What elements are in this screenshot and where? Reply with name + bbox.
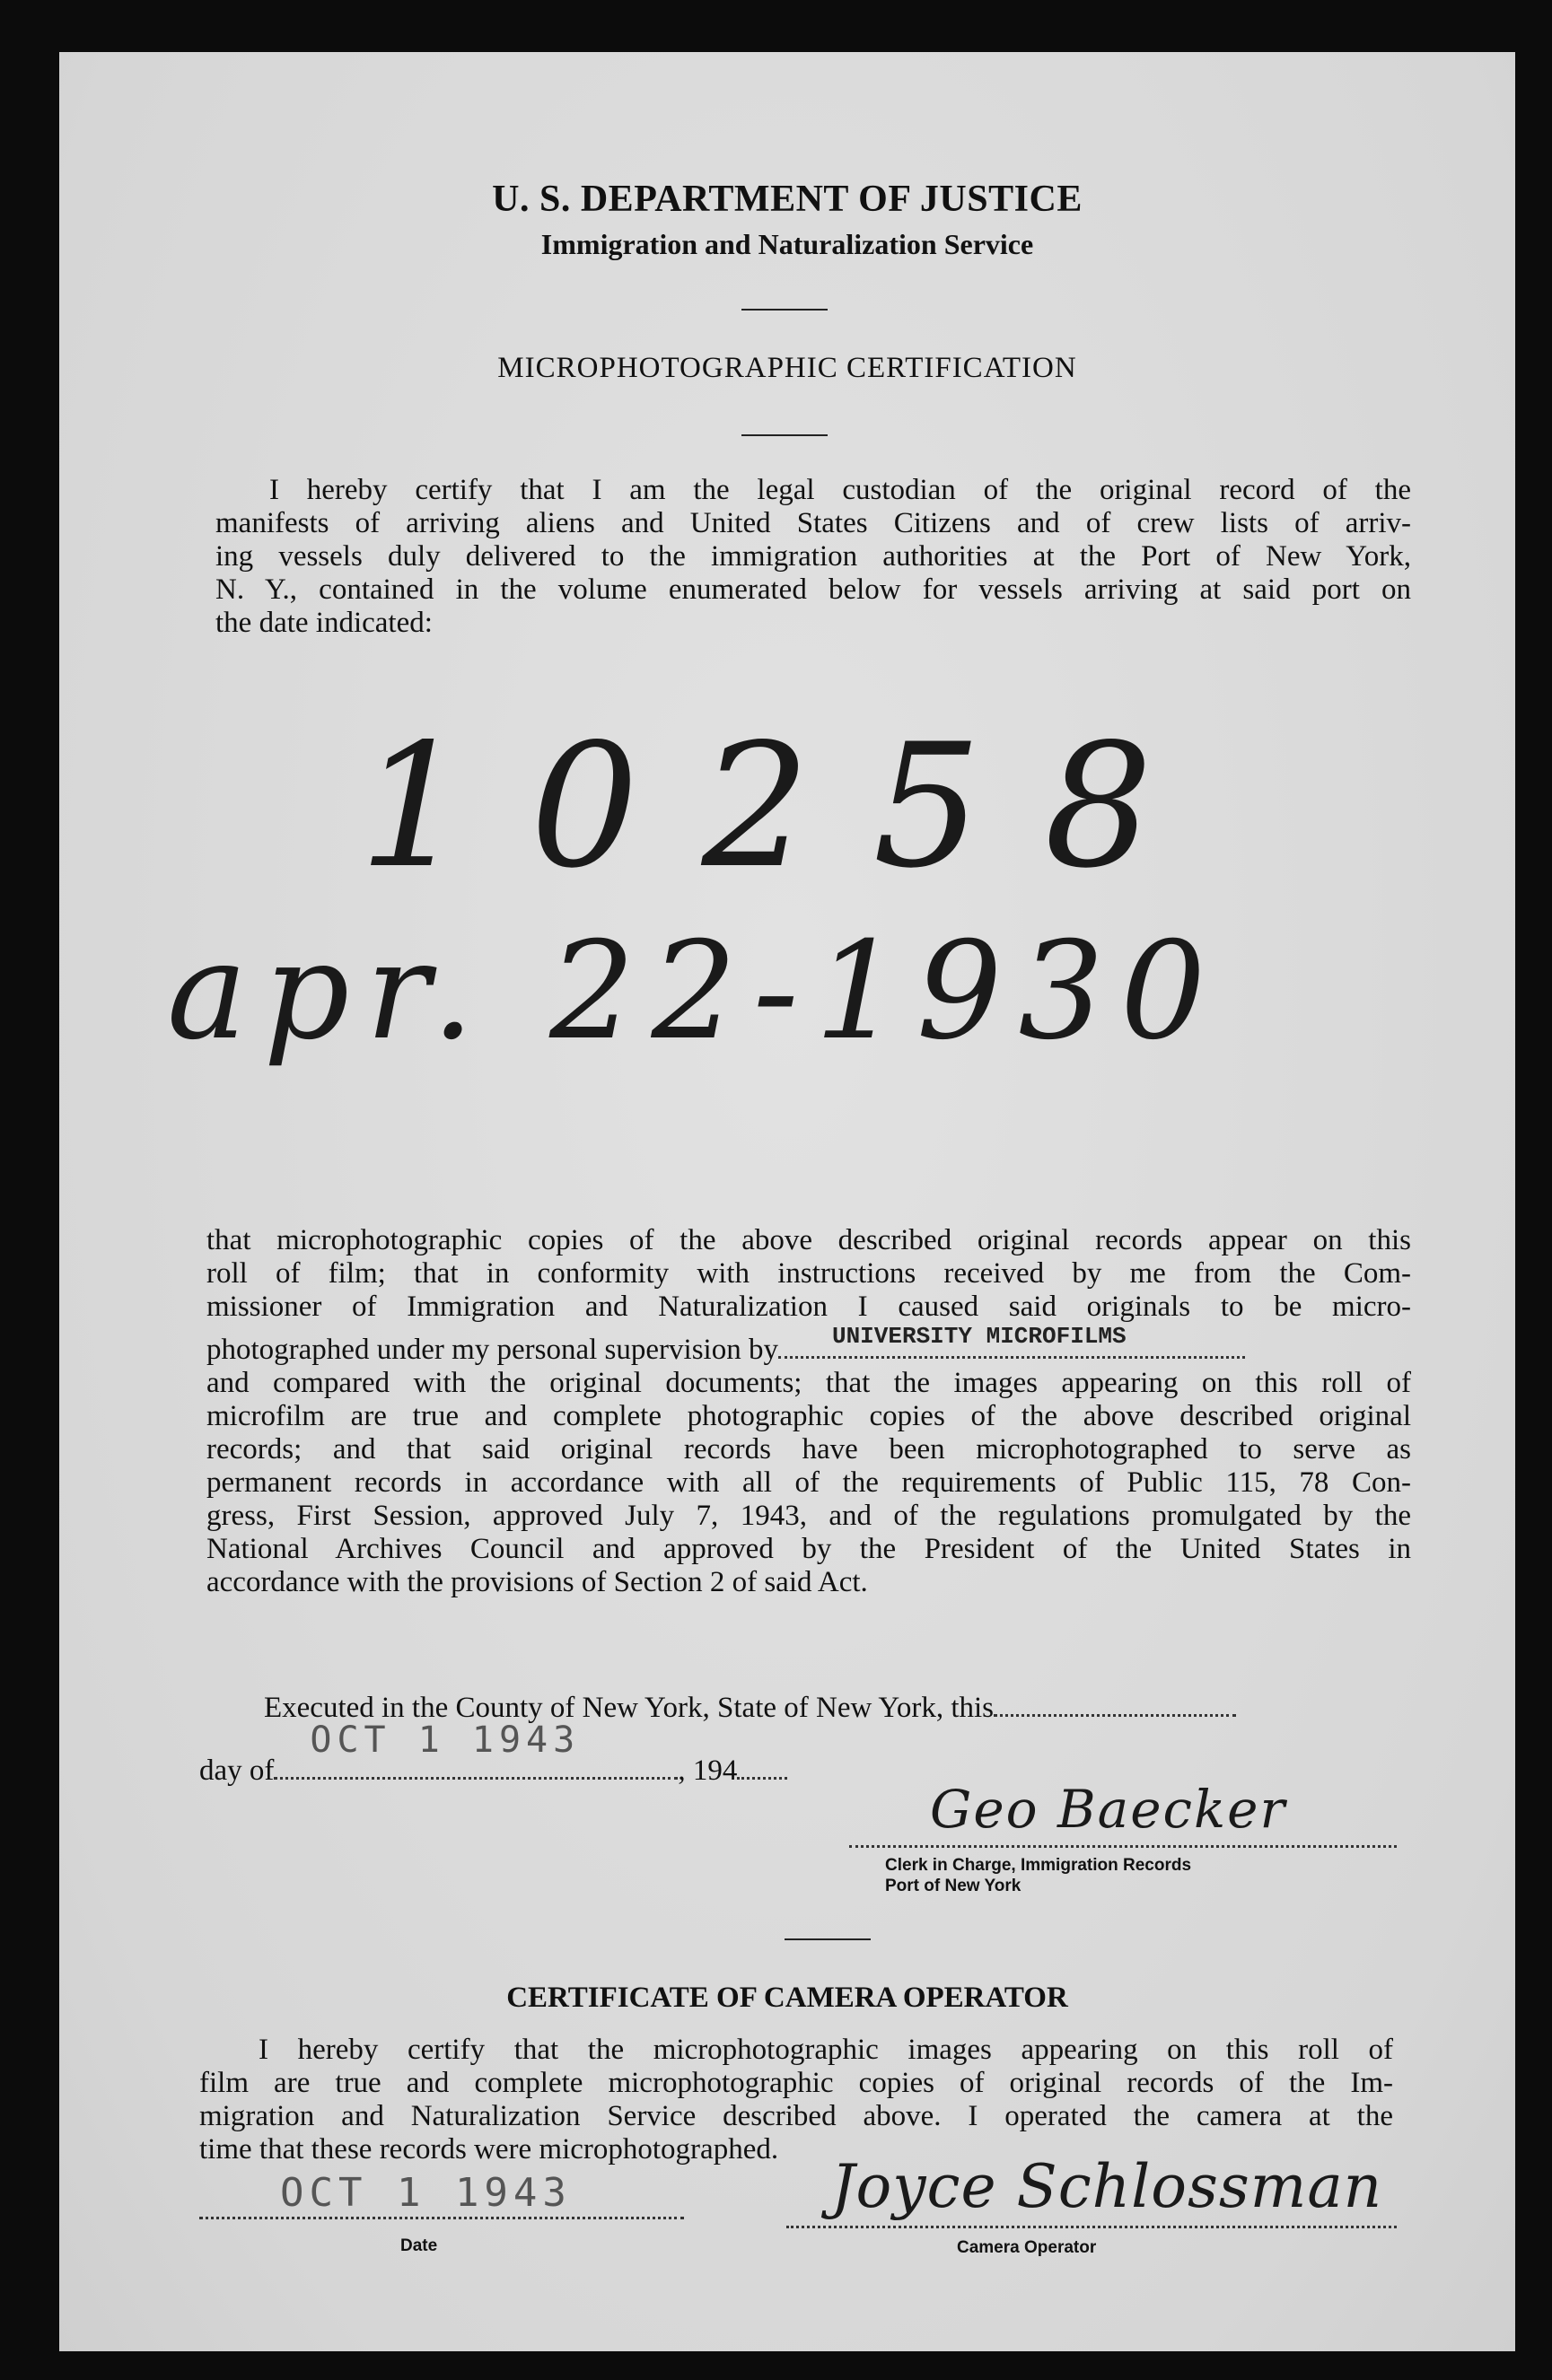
paragraph-line: migration and Naturalization Service described above. I operated the camera at the bbox=[199, 2100, 1393, 2132]
paragraph-line: roll of film; that in conformity with instructions received by me from the Com- bbox=[206, 1257, 1411, 1290]
certificate-sheet bbox=[59, 52, 1515, 2351]
paragraph-line: gress, First Session, approved July 7, 1943, and of the regulations promulgated by the bbox=[206, 1500, 1411, 1532]
signature-line bbox=[786, 2226, 1397, 2228]
paragraph-line: I hereby certify that the microphotographic images appearing on this roll of bbox=[259, 2034, 1393, 2066]
paragraph-line: ing vessels duly delivered to the immigration authorities at the Port of New York, bbox=[215, 540, 1411, 573]
department-title: U. S. DEPARTMENT OF JUSTICE bbox=[492, 179, 1083, 220]
year-prefix: , 194 bbox=[678, 1754, 738, 1787]
paragraph-line: time that these records were microphotographed. bbox=[199, 2133, 779, 2166]
supervision-prefix: photographed under my personal supervision by bbox=[206, 1334, 778, 1366]
paragraph-line: and compared with the original documents; that the images appearing on this roll of bbox=[206, 1367, 1411, 1399]
camera-operator-title: CERTIFICATE OF CAMERA OPERATOR bbox=[506, 1982, 1068, 2014]
clerk-title-line1: Clerk in Charge, Immigration Records bbox=[885, 1856, 1192, 1875]
supervision-line bbox=[206, 1323, 1411, 1367]
clerk-signature: Geo Baecker bbox=[930, 1779, 1287, 1840]
paragraph-line: missioner of Immigration and Naturalization I caused said originals to be micro- bbox=[206, 1291, 1411, 1323]
paragraph-line: that microphotographic copies of the above described original records appear on this bbox=[206, 1224, 1411, 1256]
clerk-title-line2: Port of New York bbox=[885, 1877, 1022, 1895]
paragraph-line: film are true and complete microphotographic copies of original records of the Im- bbox=[199, 2067, 1393, 2099]
year-field bbox=[737, 1752, 787, 1780]
paragraph-line: permanent records in accordance with all of the requirements of Public 115, 78 Con- bbox=[206, 1466, 1411, 1499]
operator-date-stamp: OCT 1 1943 bbox=[280, 2170, 572, 2216]
handwritten-volume-number: 10258 bbox=[358, 707, 1216, 906]
month-field bbox=[274, 1719, 678, 1780]
paragraph-line: the date indicated: bbox=[215, 607, 433, 639]
date-stamp: OCT 1 1943 bbox=[310, 1719, 581, 1761]
date-label: Date bbox=[400, 2236, 438, 2255]
operator-signature: Joyce Schlossman bbox=[831, 2152, 1383, 2221]
paragraph-line: N. Y., contained in the volume enumerated below for vessels arriving at said port on bbox=[215, 573, 1411, 606]
divider bbox=[741, 434, 828, 436]
divider bbox=[785, 1938, 871, 1940]
paragraph-line: I hereby certify that I am the legal custodian of the original record of the bbox=[269, 474, 1411, 506]
clerk-signature-area bbox=[849, 1779, 1397, 1847]
certification-paragraph bbox=[206, 1224, 1411, 1599]
paragraph-line: manifests of arriving aliens and United States Citizens and of crew lists of arriv- bbox=[215, 507, 1411, 539]
certification-title: MICROPHOTOGRAPHIC CERTIFICATION bbox=[497, 352, 1077, 384]
handwritten-volume-date: apr. 22-1930 bbox=[167, 914, 1223, 1070]
paragraph-line: National Archives Council and approved by the President of the United States in bbox=[206, 1533, 1411, 1565]
supervisor-typed: UNIVERSITY MICROFILMS bbox=[831, 1323, 1127, 1350]
operator-signature-area bbox=[786, 2143, 1397, 2233]
day-of-label: day of bbox=[199, 1754, 275, 1787]
paragraph-line: records; and that said original records have been microphotographed to serve as bbox=[206, 1433, 1411, 1466]
paragraph-line: microfilm are true and complete photographic copies of the above described original bbox=[206, 1400, 1411, 1432]
camera-operator-label: Camera Operator bbox=[957, 2238, 1097, 2257]
operator-date-field bbox=[199, 2170, 684, 2224]
signature-line bbox=[849, 1845, 1397, 1848]
paragraph-line: accordance with the provisions of Section 2 of said Act. bbox=[206, 1566, 868, 1598]
date-line bbox=[199, 2217, 684, 2219]
custodian-paragraph bbox=[215, 474, 1411, 640]
executed-text: Executed in the County of New York, State of New York, this bbox=[264, 1692, 995, 1724]
day-of-line bbox=[199, 1719, 787, 1788]
supervisor-field bbox=[778, 1323, 1245, 1359]
divider bbox=[741, 309, 828, 311]
service-subtitle: Immigration and Naturalization Service bbox=[540, 228, 1034, 260]
day-field bbox=[994, 1689, 1236, 1717]
